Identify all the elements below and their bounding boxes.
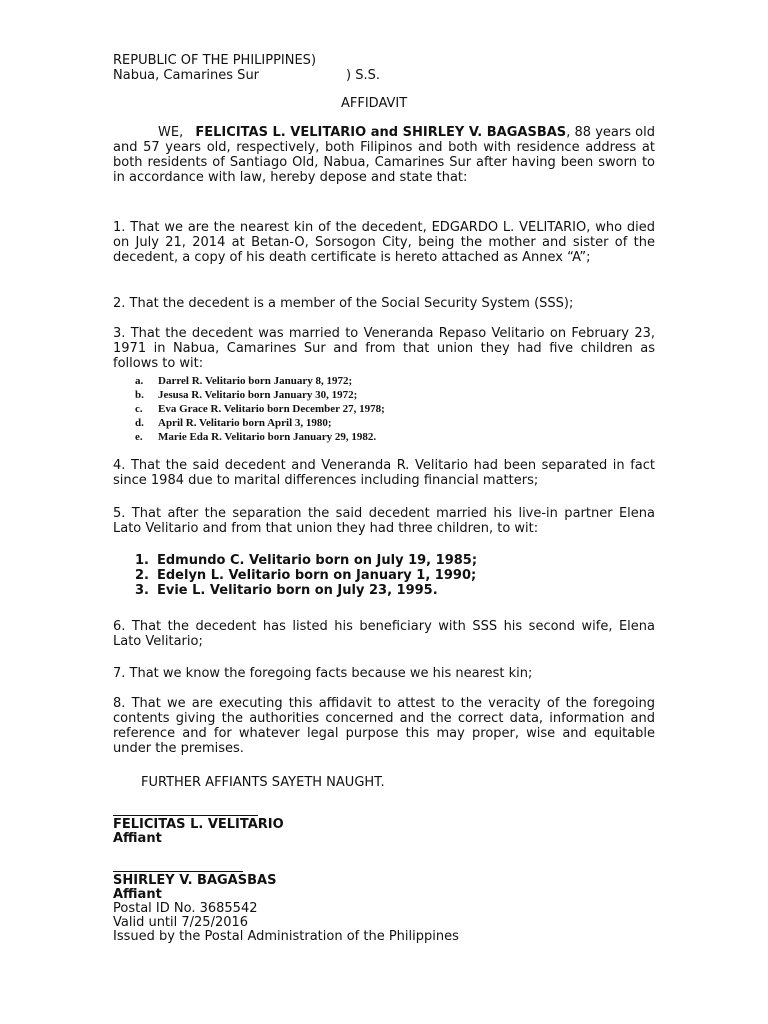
list-marker: c. bbox=[135, 403, 143, 415]
list-text: Evie L. Velitario born on July 23, 1995. bbox=[157, 583, 438, 598]
list-text: Edelyn L. Velitario born on January 1, 1990; bbox=[157, 568, 477, 583]
header-republic: REPUBLIC OF THE PHILIPPINES) bbox=[113, 53, 317, 68]
paragraph-8: 8. That we are executing this affidavit to attest to the veracity of the foregoing contents giving the authorities concerned and the correct data, information and reference and for whatever legal purpose this may proper, wise and equitable under the premises. bbox=[113, 696, 655, 756]
header-venue: Nabua, Camarines Sur bbox=[113, 68, 260, 83]
header-ss: ) S.S. bbox=[346, 68, 380, 83]
list-item bbox=[135, 430, 377, 444]
list-item bbox=[135, 568, 477, 583]
postal-id-validity: Valid until 7/25/2016 bbox=[113, 915, 249, 930]
children-list-first bbox=[135, 374, 385, 444]
list-text: Eva Grace R. Velitario born December 27, 1978; bbox=[158, 403, 385, 415]
signatory-role-2: Affiant bbox=[113, 887, 162, 902]
signature-line-2 bbox=[113, 871, 243, 872]
list-item bbox=[135, 583, 438, 598]
list-item bbox=[135, 402, 385, 416]
postal-id-number: Postal ID No. 3685542 bbox=[113, 901, 258, 916]
paragraph-4: 4. That the said decedent and Veneranda R. Velitario had been separated in fact since 1984 due to marital differences including financial matters; bbox=[113, 458, 655, 488]
postal-id-issuer: Issued by the Postal Administration of the Philippines bbox=[113, 929, 459, 944]
paragraph-5: 5. That after the separation the said decedent married his live-in partner Elena Lato Velitario and from that union they had three children, to wit: bbox=[113, 506, 655, 536]
intro-age-first: , 88 bbox=[566, 125, 592, 140]
list-marker: 1. bbox=[135, 553, 149, 568]
intro-we: WE, bbox=[158, 125, 184, 140]
paragraph-1: 1. That we are the nearest kin of the decedent, EDGARDO L. VELITARIO, who died on July 21, 2014 at Betan-O, Sorsogon City, being the mother and sister of the decedent, a copy of his death certificate is hereto attached as Annex “A”; bbox=[113, 220, 655, 265]
closing-statement: FURTHER AFFIANTS SAYETH NAUGHT. bbox=[141, 775, 385, 790]
list-text: Edmundo C. Velitario born on July 19, 1985; bbox=[157, 553, 478, 568]
list-item bbox=[135, 553, 478, 568]
list-item bbox=[135, 374, 353, 388]
signatory-name-1: FELICITAS L. VELITARIO bbox=[113, 817, 284, 832]
paragraph-2: 2. That the decedent is a member of the Social Security System (SSS); bbox=[113, 296, 574, 311]
intro-paragraph bbox=[113, 125, 655, 185]
list-marker: e. bbox=[135, 431, 143, 443]
list-text: Marie Eda R. Velitario born January 29, 1982. bbox=[158, 431, 377, 443]
list-marker: a. bbox=[135, 375, 144, 387]
signature-line-1 bbox=[113, 815, 258, 816]
list-text: April R. Velitario born April 3, 1980; bbox=[158, 417, 332, 429]
paragraph-7: 7. That we know the foregoing facts because we his nearest kin; bbox=[113, 666, 533, 681]
list-item bbox=[135, 388, 358, 402]
intro-body: years old and 57 years old, respectively, both Filipinos and both with residence address at both residents of Santiago Old, Nabua, Camarines Sur after having been sworn to in accordance with law, hereby depose and state that: bbox=[113, 125, 656, 185]
affiant-names: FELICITAS L. VELITARIO and SHIRLEY V. BAGASBAS bbox=[195, 125, 567, 140]
list-text: Jesusa R. Velitario born January 30, 1972; bbox=[158, 389, 358, 401]
paragraph-3: 3. That the decedent was married to Veneranda Repaso Velitario on February 23, 1971 in Nabua, Camarines Sur and from that union they had five children as follows to wit: bbox=[113, 326, 655, 371]
children-list-second bbox=[135, 553, 478, 598]
paragraph-6: 6. That the decedent has listed his beneficiary with SSS his second wife, Elena Lato Velitario; bbox=[113, 619, 655, 649]
list-marker: d. bbox=[135, 417, 144, 429]
list-item bbox=[135, 416, 332, 430]
signatory-name-2: SHIRLEY V. BAGASBAS bbox=[113, 873, 277, 888]
list-marker: b. bbox=[135, 389, 144, 401]
list-marker: 2. bbox=[135, 568, 149, 583]
list-text: Darrel R. Velitario born January 8, 1972; bbox=[158, 375, 353, 387]
document-title: AFFIDAVIT bbox=[341, 96, 408, 111]
list-marker: 3. bbox=[135, 583, 149, 598]
signatory-role-1: Affiant bbox=[113, 831, 162, 846]
